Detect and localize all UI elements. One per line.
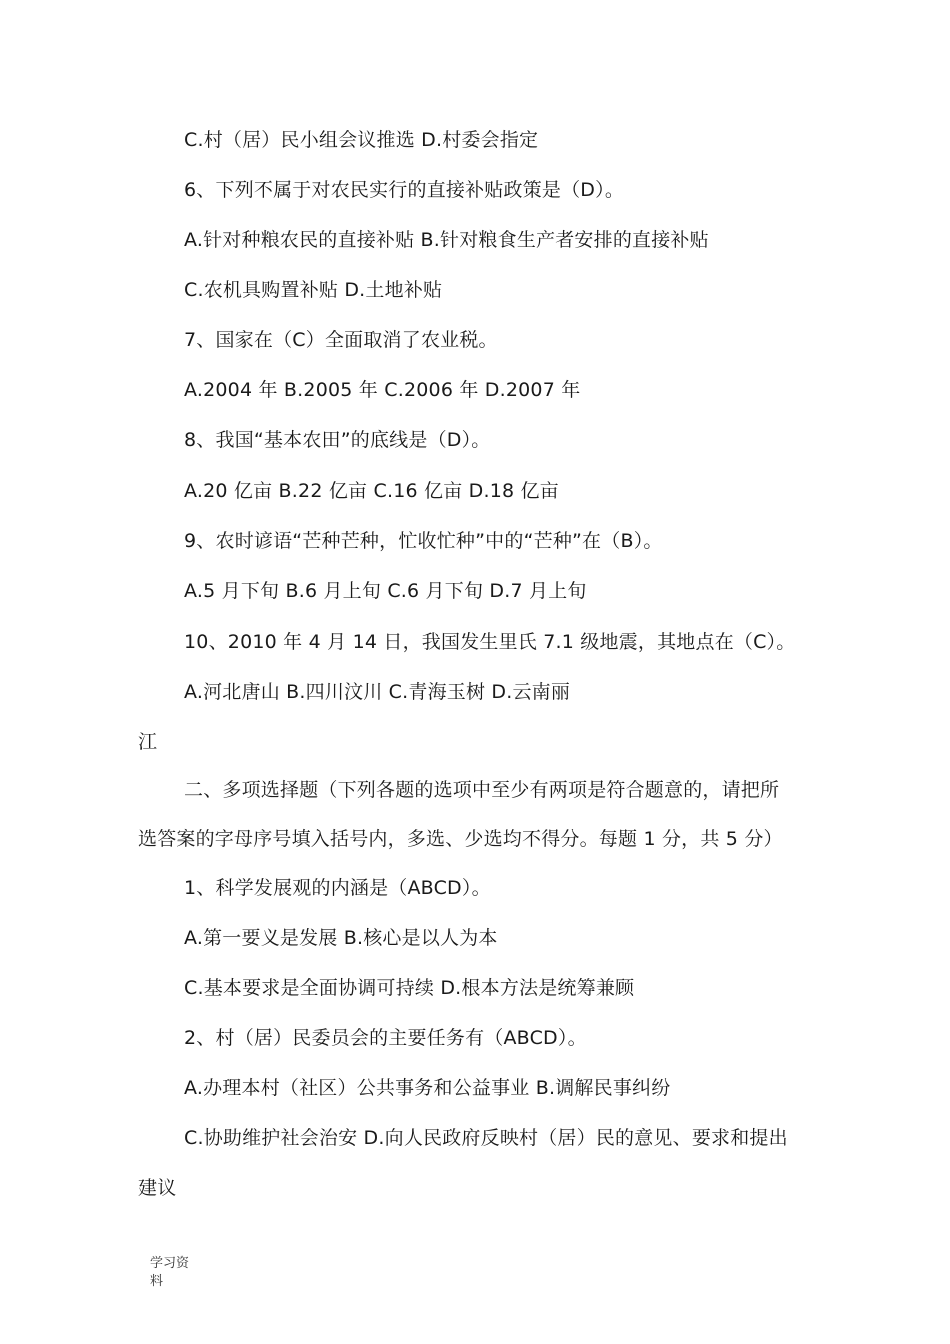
mc-question-1: 1、科学发展观的内涵是（ABCD）。	[184, 877, 491, 899]
option-line-q10: A.河北唐山 B.四川汶川 C.青海玉树 D.云南丽	[184, 681, 571, 703]
mc-option-line-q2-ab: A.办理本村（社区）公共事务和公益事业 B.调解民事纠纷	[184, 1077, 671, 1099]
mc-option-line-q2-wrap: 建议	[138, 1177, 177, 1199]
question-9: 9、农时谚语“芒种芒种，忙收忙种”中的“芒种”在（B）。	[184, 530, 663, 552]
mc-option-line-q2-cd: C.协助维护社会治安 D.向人民政府反映村（居）民的意见、要求和提出	[184, 1127, 788, 1149]
option-line-q5-cd: C.村（居）民小组会议推选 D.村委会指定	[184, 129, 539, 151]
option-line-q9: A.5 月下旬 B.6 月上旬 C.6 月下旬 D.7 月上旬	[184, 580, 587, 602]
section-heading-multiple-choice-cont: 选答案的字母序号填入括号内，多选、少选均不得分。每题 1 分，共 5 分）	[138, 828, 783, 850]
mc-option-line-q1-cd: C.基本要求是全面协调可持续 D.根本方法是统筹兼顾	[184, 977, 635, 999]
option-line-q10-wrap: 江	[138, 731, 158, 753]
question-8: 8、我国“基本农田”的底线是（D）。	[184, 429, 491, 451]
option-line-q7: A.2004 年 B.2005 年 C.2006 年 D.2007 年	[184, 379, 581, 401]
option-line-q6-ab: A.针对种粮农民的直接补贴 B.针对粮食生产者安排的直接补贴	[184, 229, 709, 251]
question-6: 6、下列不属于对农民实行的直接补贴政策是（D）。	[184, 179, 625, 201]
mc-option-line-q1-ab: A.第一要义是发展 B.核心是以人为本	[184, 927, 498, 949]
section-heading-multiple-choice: 二、多项选择题（下列各题的选项中至少有两项是符合题意的，请把所	[184, 779, 780, 801]
question-7: 7、国家在（C）全面取消了农业税。	[184, 329, 498, 351]
option-line-q8: A.20 亿亩 B.22 亿亩 C.16 亿亩 D.18 亿亩	[184, 480, 559, 502]
footer-text-line1: 学习资	[150, 1256, 190, 1271]
footer-text-line2: 料	[150, 1274, 164, 1289]
question-10: 10、2010 年 4 月 14 日，我国发生里氏 7.1 级地震，其地点在（C）。	[184, 631, 796, 653]
mc-question-2: 2、村（居）民委员会的主要任务有（ABCD）。	[184, 1027, 587, 1049]
option-line-q6-cd: C.农机具购置补贴 D.土地补贴	[184, 279, 443, 301]
